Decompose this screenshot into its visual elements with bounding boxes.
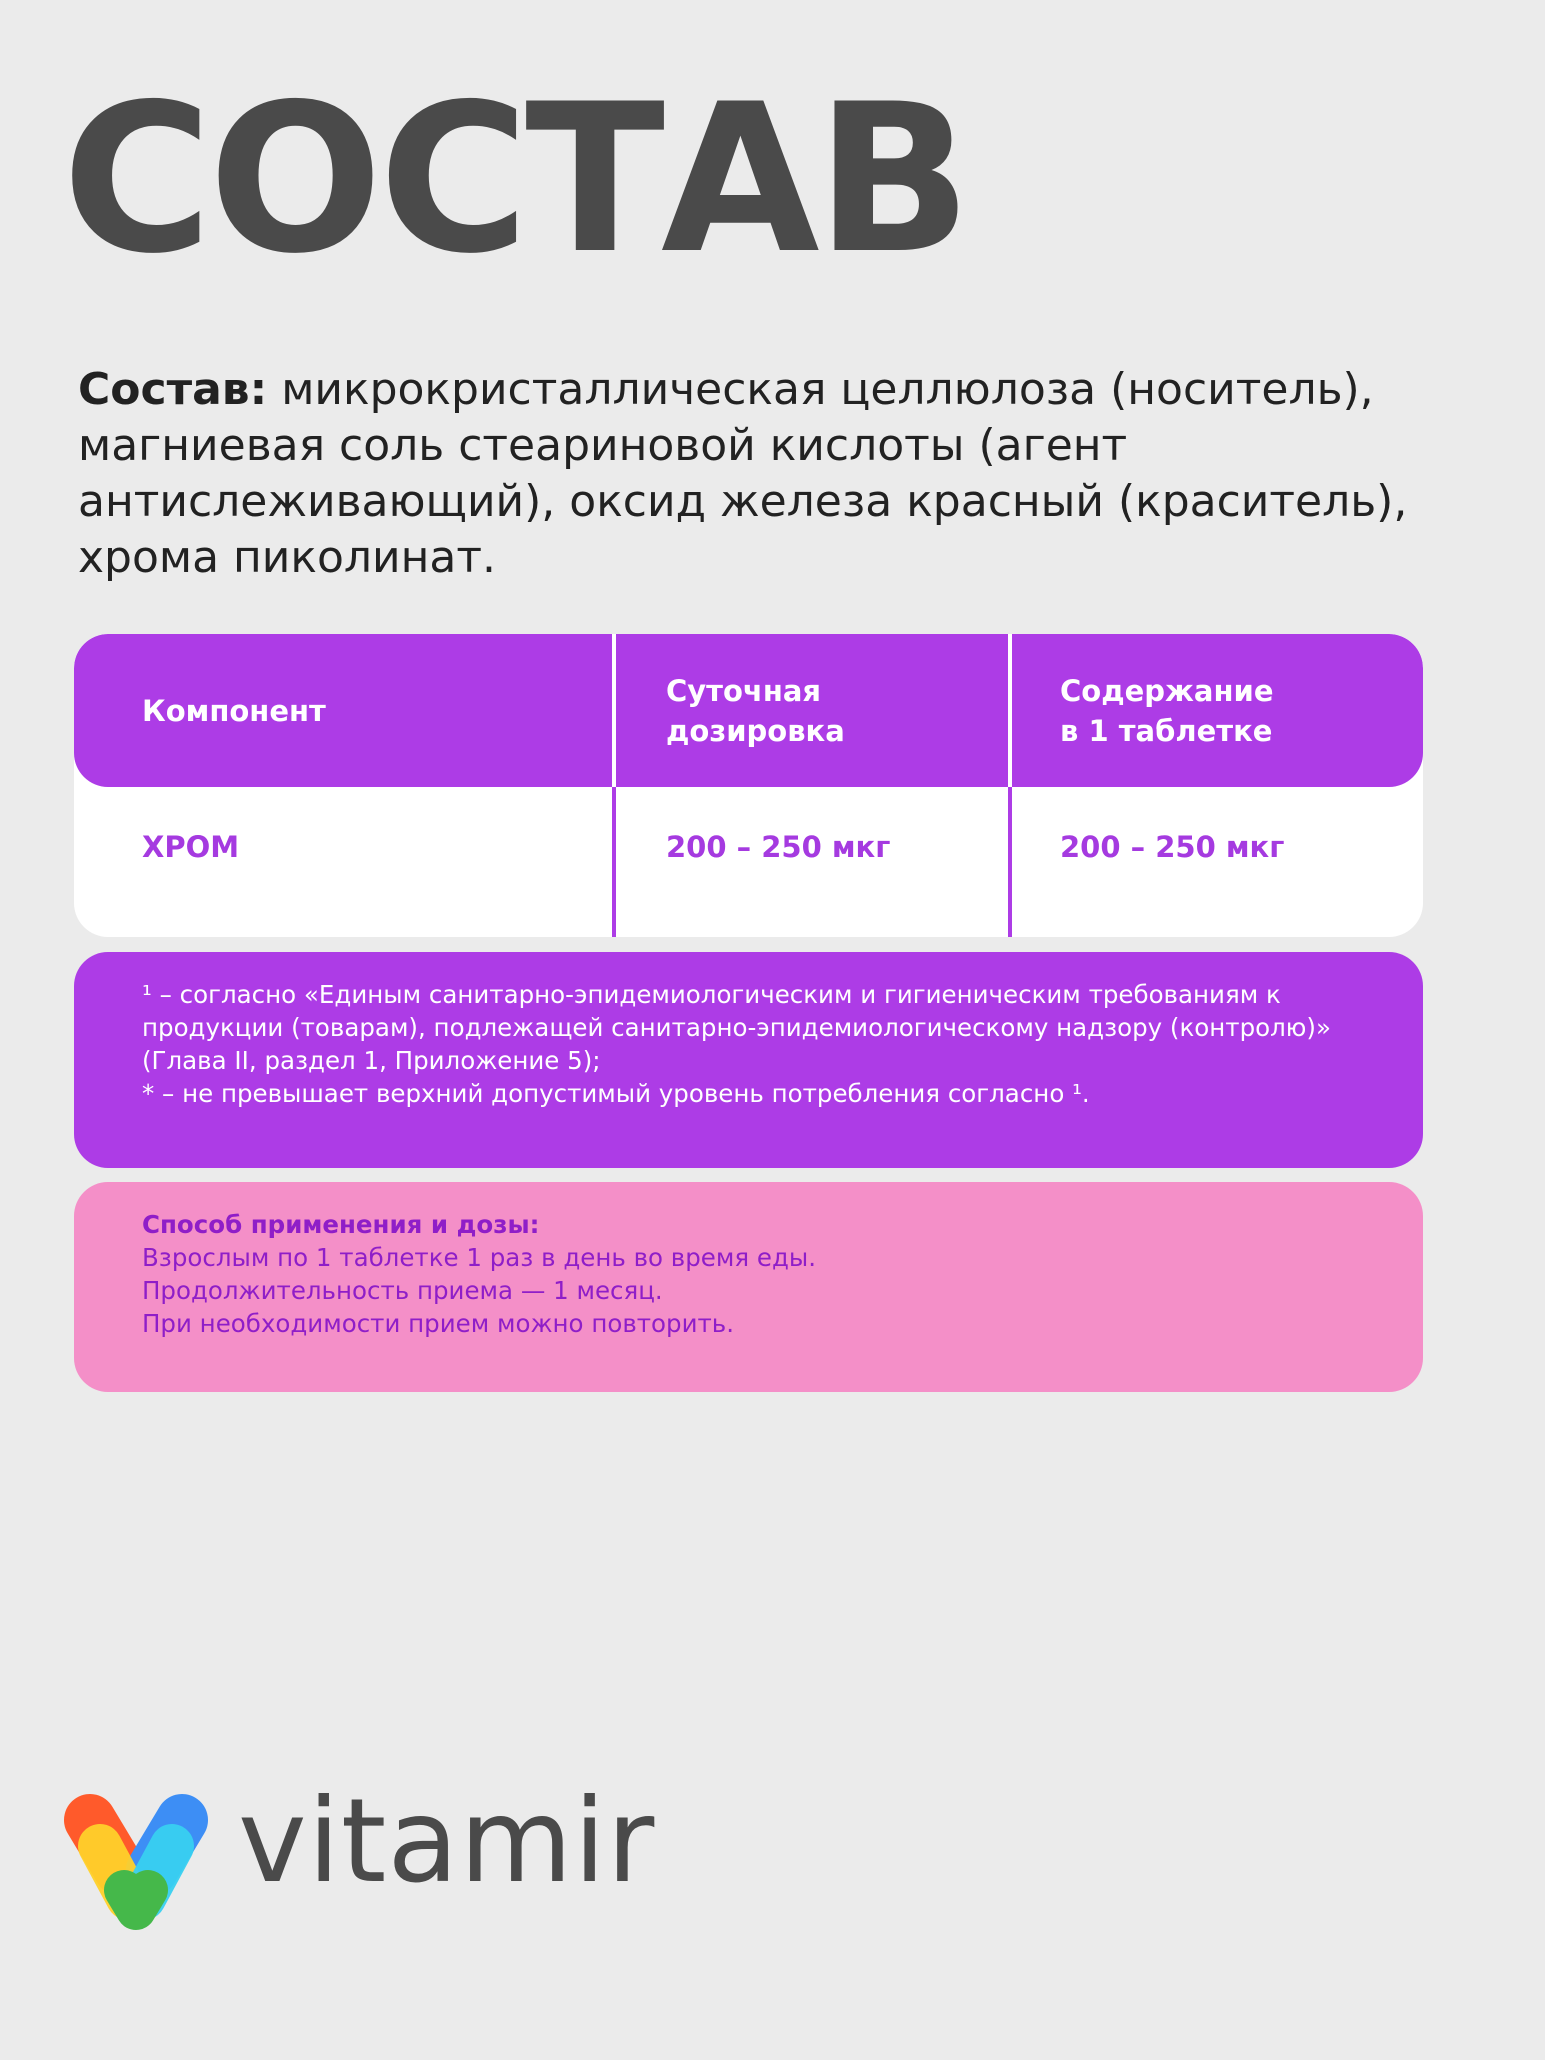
composition-table [74,634,1423,937]
table-cell-component [74,787,614,937]
brand-name: vitamir [238,1774,656,1909]
table-header-cell-component [74,634,614,787]
table-row [74,787,1423,937]
table-header-label: Компонент [142,693,326,728]
usage-line: При необходимости прием можно повторить. [142,1309,735,1338]
footnotes-box [74,952,1423,1168]
table-cell-per-tablet [1010,787,1423,937]
table-cell-value: 200 – 250 мкг [1060,830,1285,864]
table-header-divider [612,634,616,787]
table-header-label: Суточная дозировка [666,673,845,748]
footnote-1: ¹ – согласно «Единым санитарно-эпидемиологическим и гигиеническим требованиям к продукции (товарам), подлежащей санитарно-эпидемиологическому надзору (контролю)» (Глава II, раздел 1, Приложение 5); [142,980,1331,1075]
usage-box [74,1182,1423,1392]
table-header-row [74,634,1423,787]
usage-title: Способ применения и дозы: [142,1210,540,1239]
page-title: СОСТАВ [62,61,968,299]
usage-line: Продолжительность приема — 1 месяц. [142,1276,663,1305]
vitamir-heart-v-logo-icon [60,1790,212,1936]
table-header-label: Содержание в 1 таблетке [1060,673,1274,748]
table-cell-daily-dose [614,787,1010,937]
table-header-divider [1008,634,1012,787]
table-header-cell-per-tablet [1010,634,1423,787]
footnote-2: * – не превышает верхний допустимый уровень потребления согласно ¹. [142,1079,1090,1108]
composition-ingredients: микрокристаллическая целлюлоза (носитель), магниевая соль стеариновой кислоты (агент антислеживающий), оксид железа красный (краситель), хрома пиколинат. [78,364,1408,583]
composition-text [78,362,1478,586]
table-cell-value: ХРОМ [142,830,240,864]
table-cell-value: 200 – 250 мкг [666,830,891,864]
table-header-cell-daily-dose [614,634,1010,787]
usage-line: Взрослым по 1 таблетке 1 раз в день во время еды. [142,1243,817,1272]
composition-label: Состав: [78,364,268,415]
